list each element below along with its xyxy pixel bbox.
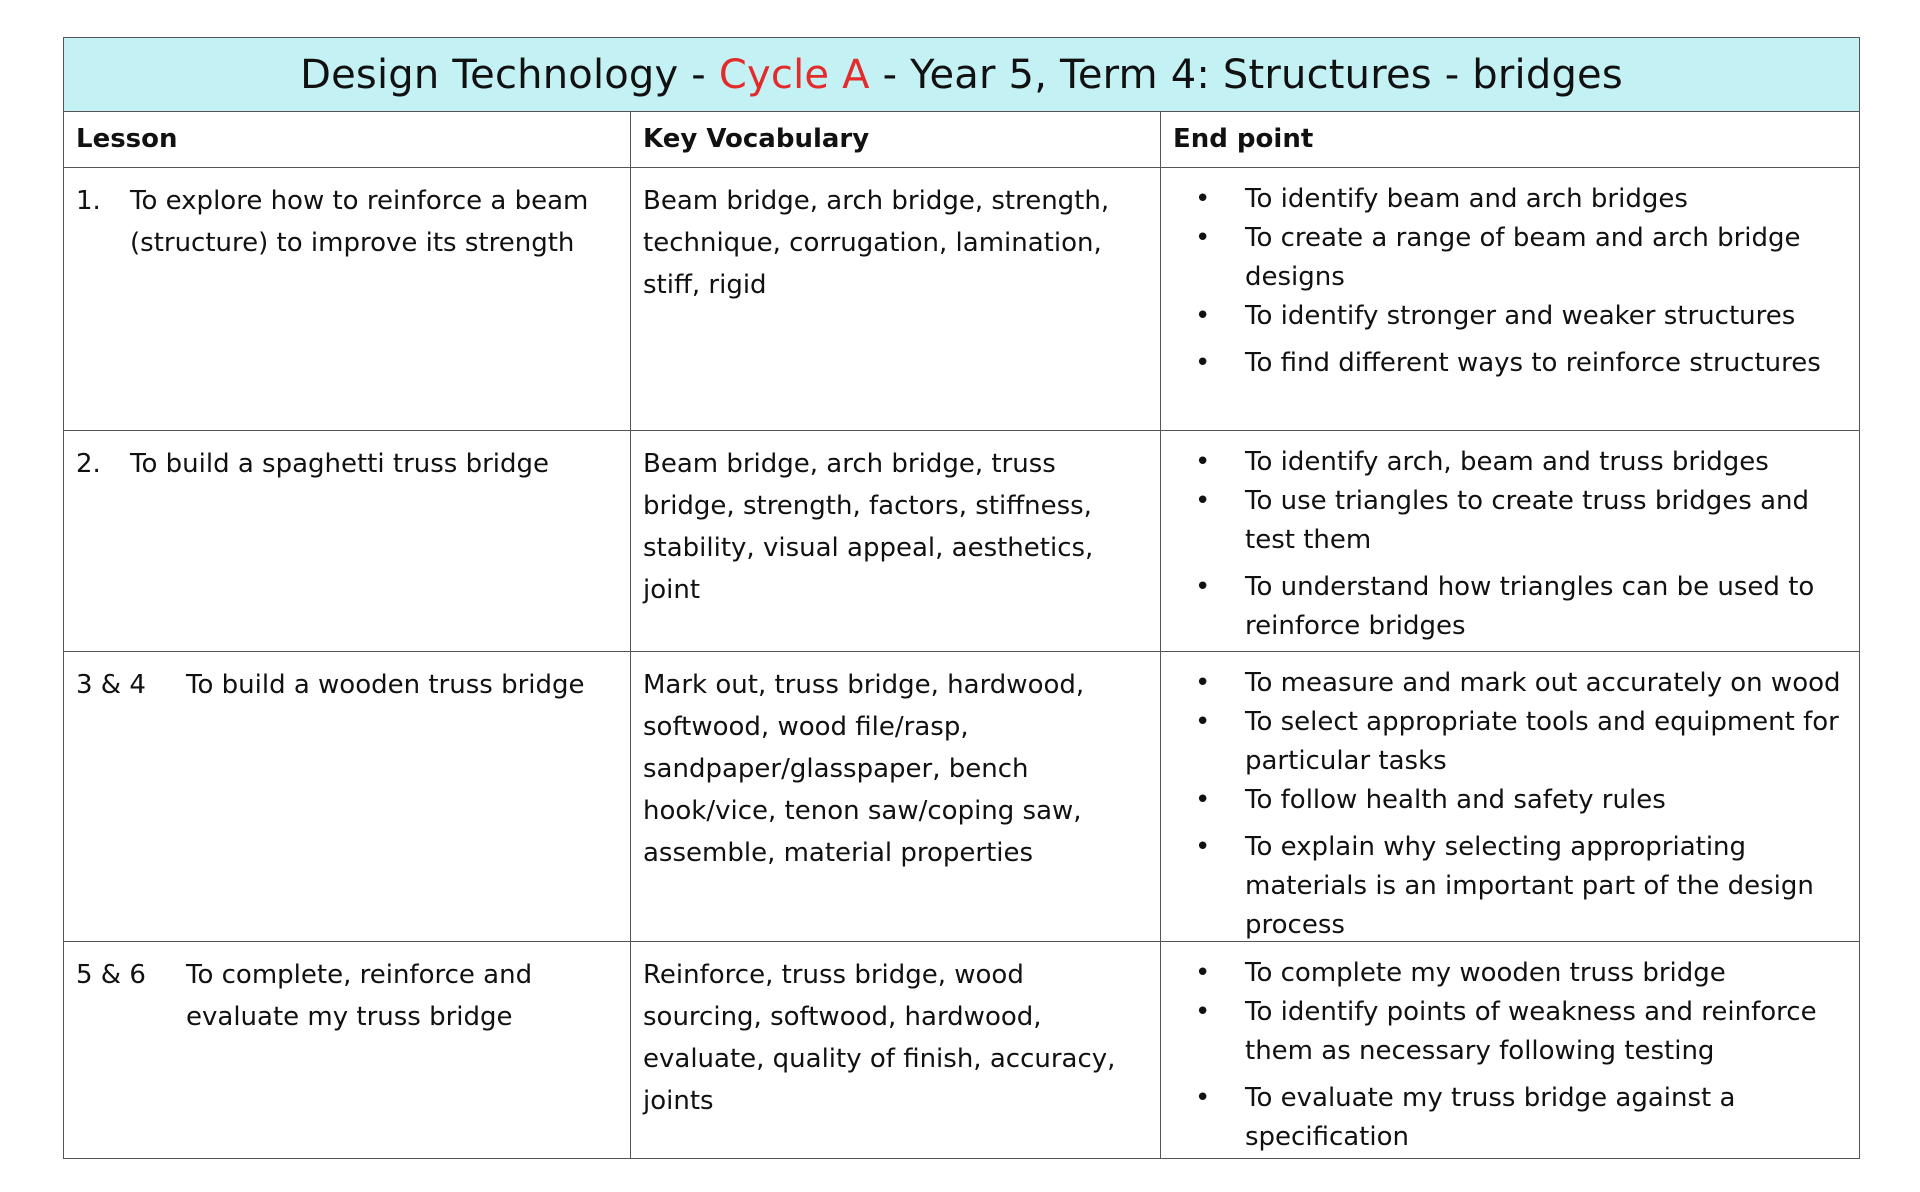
end-point-item: • To measure and mark out accurately on wood (1173, 664, 1847, 703)
lesson-number: 1. (76, 186, 101, 216)
end-point-list (1173, 664, 1847, 945)
vocabulary-cell: Beam bridge, arch bridge, truss bridge, strength, factors, stiffness, stability, visual appeal, aesthetics, joint (631, 431, 1161, 652)
end-point-cell (1161, 431, 1859, 652)
end-point-item: • To understand how triangles can be used to reinforce bridges (1173, 568, 1847, 646)
end-point-item: • To find different ways to reinforce structures (1173, 344, 1847, 383)
column-header-key-vocabulary: Key Vocabulary (631, 112, 1161, 168)
lesson-plan-table (63, 37, 1860, 1159)
end-point-list (1173, 443, 1847, 646)
end-point-item: • To identify stronger and weaker structures (1173, 297, 1847, 336)
column-header-lesson: Lesson (64, 112, 631, 168)
vocabulary-cell: Beam bridge, arch bridge, strength, technique, corrugation, lamination, stiff, rigid (631, 168, 1161, 431)
document-title (64, 38, 1859, 112)
lesson-number: 3 & 4 (76, 670, 146, 700)
lesson-title: To complete, reinforce and evaluate my truss bridge (186, 960, 533, 1032)
end-point-item: • To create a range of beam and arch bridge designs (1173, 219, 1847, 297)
end-point-list (1173, 954, 1847, 1157)
end-point-item: • To select appropriate tools and equipment for particular tasks (1173, 703, 1847, 781)
lesson-title: To build a spaghetti truss bridge (130, 449, 550, 479)
end-point-cell (1161, 942, 1859, 1158)
lesson-cell (64, 168, 631, 431)
end-point-item: • To follow health and safety rules (1173, 781, 1847, 820)
end-point-item: • To complete my wooden truss bridge (1173, 954, 1847, 993)
end-point-item: • To identify arch, beam and truss bridges (1173, 443, 1847, 482)
lesson-title: To build a wooden truss bridge (186, 670, 585, 700)
end-point-item: • To explain why selecting appropriating materials is an important part of the design process (1173, 828, 1847, 945)
lesson-number: 2. (76, 449, 101, 479)
lesson-cell (64, 431, 631, 652)
end-point-cell (1161, 652, 1859, 942)
end-point-cell (1161, 168, 1859, 431)
title-prefix: Design Technology - (300, 51, 706, 98)
end-point-item: • To evaluate my truss bridge against a specification (1173, 1079, 1847, 1157)
title-cycle-highlight: Cycle A (718, 51, 870, 98)
lesson-number: 5 & 6 (76, 960, 146, 990)
title-suffix: - Year 5, Term 4: Structures - bridges (882, 51, 1623, 98)
end-point-item: • To use triangles to create truss bridges and test them (1173, 482, 1847, 560)
vocabulary-cell: Mark out, truss bridge, hardwood, softwood, wood file/rasp, sandpaper/glasspaper, bench hook/vice, tenon saw/coping saw, assemble, material properties (631, 652, 1161, 942)
vocabulary-cell: Reinforce, truss bridge, wood sourcing, softwood, hardwood, evaluate, quality of finish, accuracy, joints (631, 942, 1161, 1158)
lesson-cell (64, 942, 631, 1158)
end-point-list (1173, 180, 1847, 383)
lesson-title: To explore how to reinforce a beam (structure) to improve its strength (130, 186, 589, 258)
column-header-end-point: End point (1161, 112, 1859, 168)
end-point-item: • To identify points of weakness and reinforce them as necessary following testing (1173, 993, 1847, 1071)
lesson-cell (64, 652, 631, 942)
end-point-item: • To identify beam and arch bridges (1173, 180, 1847, 219)
